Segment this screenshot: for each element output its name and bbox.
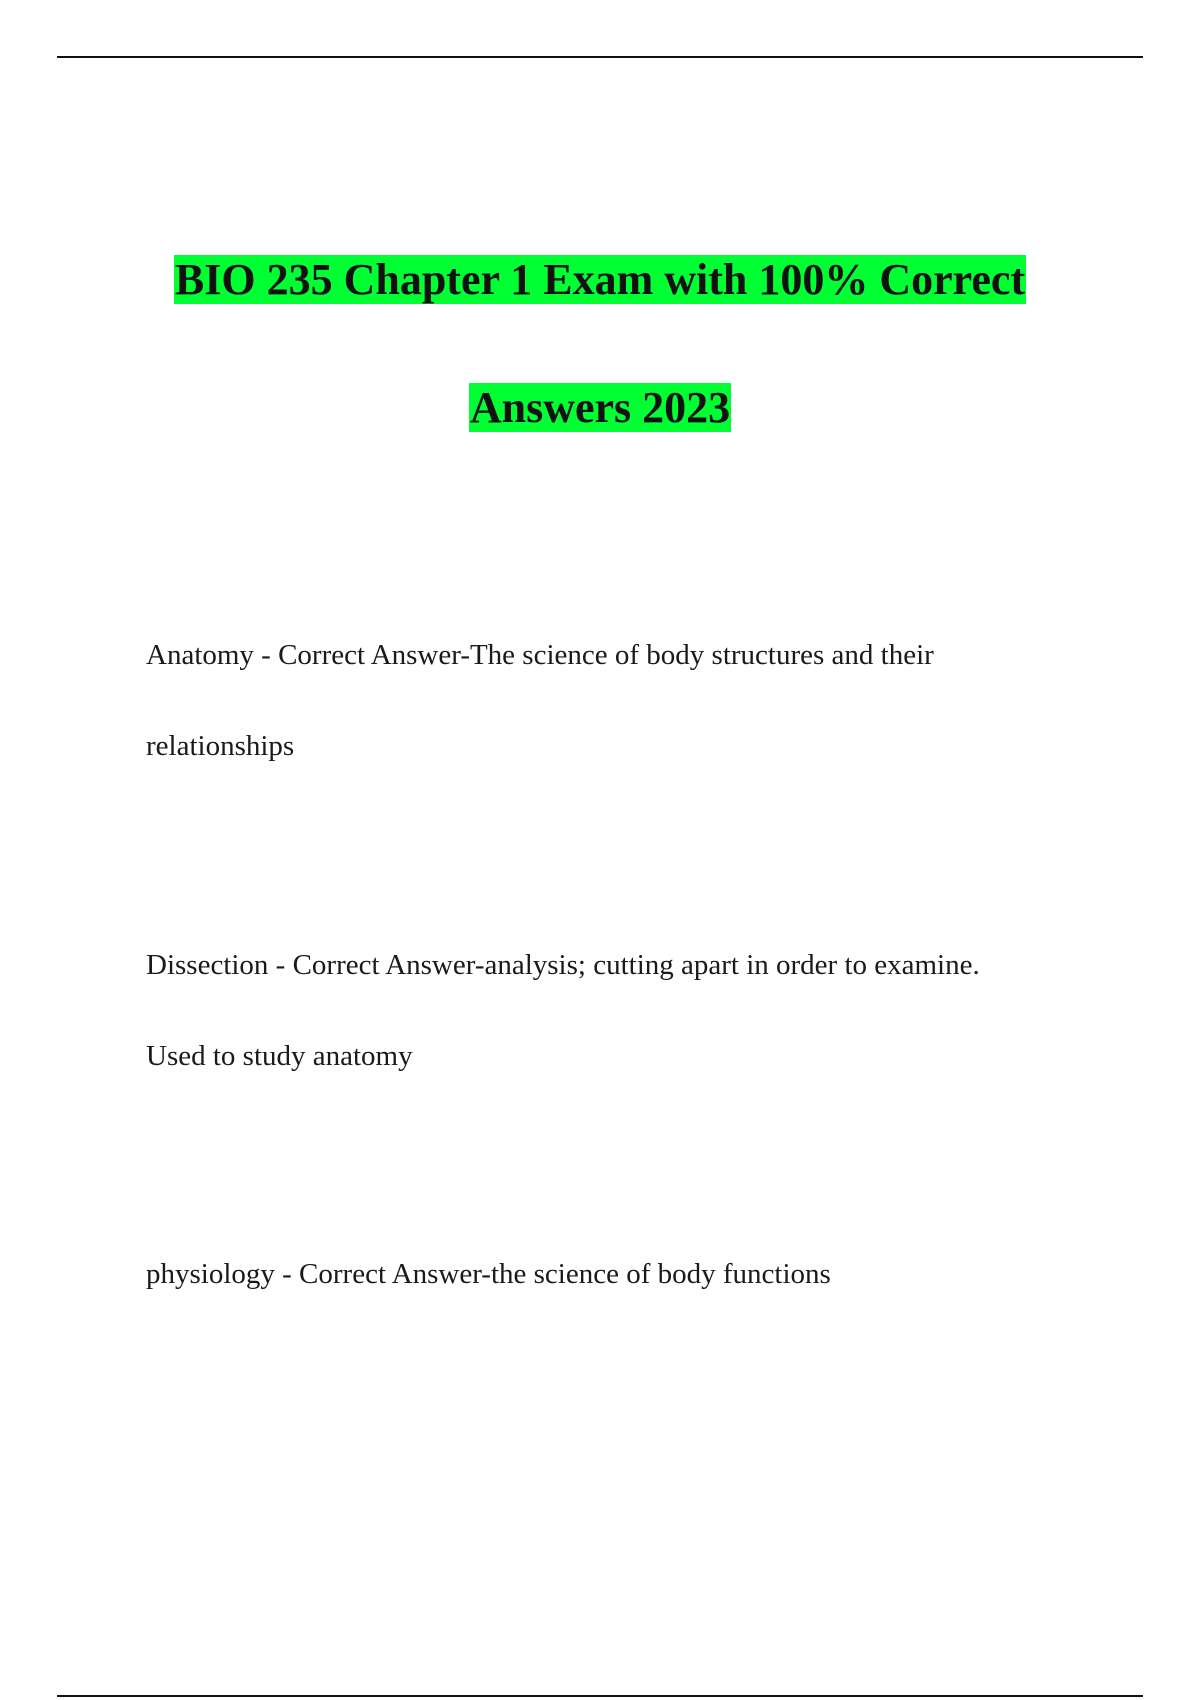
qa-entry-text: physiology - Correct Answer-the science of body functions — [146, 1258, 831, 1290]
title-highlight-1: BIO 235 Chapter 1 Exam with 100% Correct — [174, 255, 1026, 304]
header-divider — [57, 56, 1143, 58]
qa-entry-text: Dissection - Correct Answer-analysis; cutting apart in order to examine. — [146, 949, 980, 981]
footer-divider — [57, 1695, 1143, 1697]
title-highlight-2: Answers 2023 — [469, 383, 731, 432]
qa-entry-anatomy — [146, 610, 1106, 792]
qa-entry-text-continued: relationships — [146, 730, 295, 762]
qa-entry-text: Anatomy - Correct Answer-The science of body structures and their — [146, 639, 934, 671]
document-title-line-1 — [0, 254, 1200, 306]
qa-entry-text-continued: Used to study anatomy — [146, 1040, 413, 1072]
document-title-line-2 — [0, 382, 1200, 434]
qa-entry-dissection — [146, 920, 1106, 1102]
qa-entry-physiology — [146, 1229, 1106, 1320]
